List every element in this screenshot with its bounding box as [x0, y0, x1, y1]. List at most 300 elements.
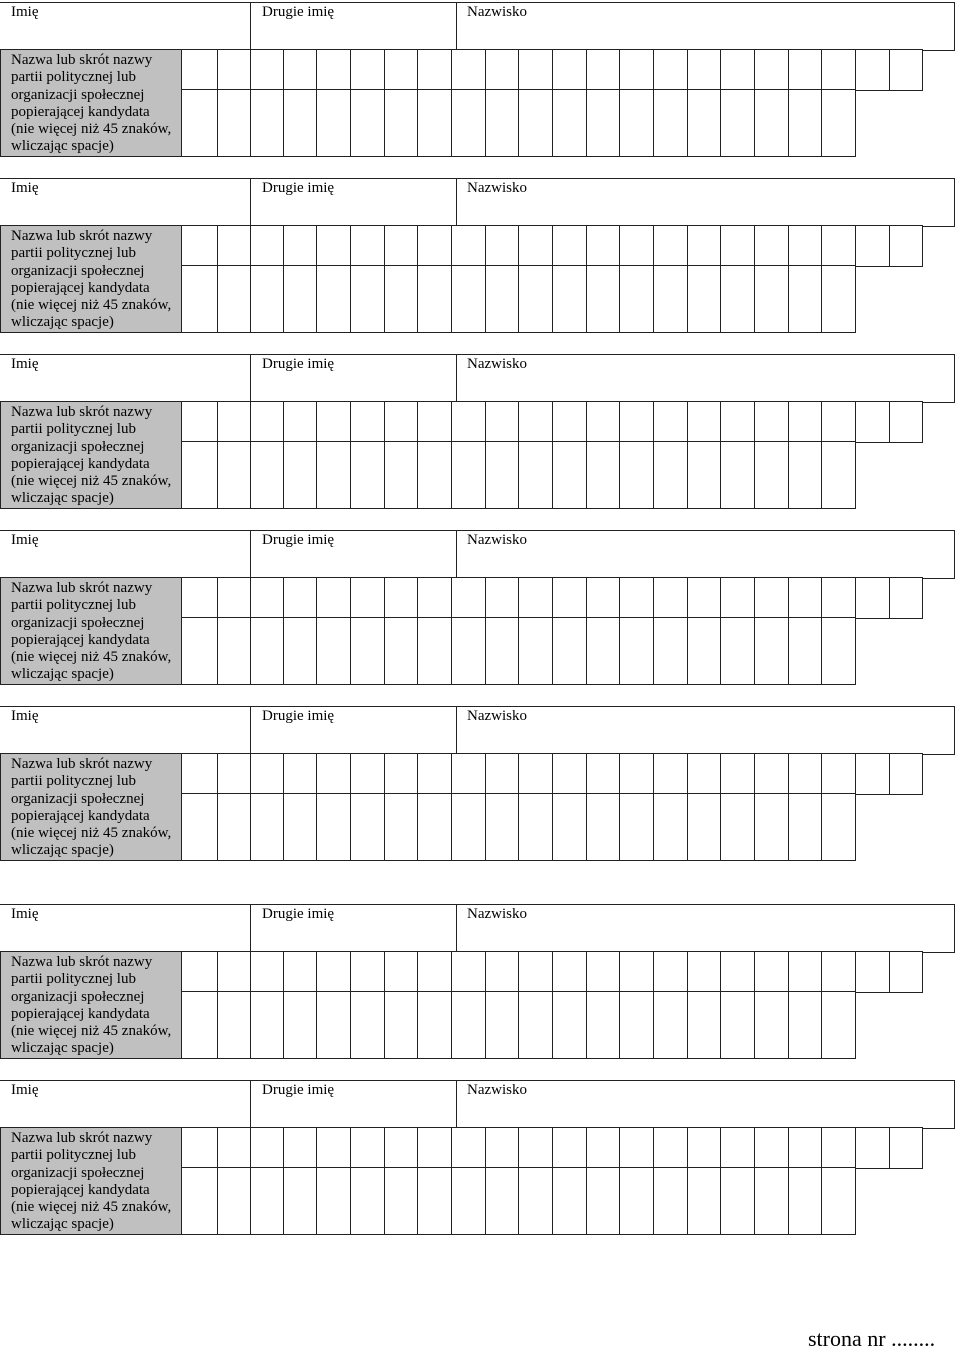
- party-char-cell[interactable]: [788, 49, 822, 91]
- party-char-cell[interactable]: [283, 793, 317, 861]
- party-char-cell[interactable]: [720, 617, 755, 685]
- party-char-cell[interactable]: [619, 265, 654, 333]
- party-char-cell[interactable]: [316, 49, 351, 91]
- party-char-cell[interactable]: [653, 1127, 688, 1169]
- party-char-cell[interactable]: [217, 577, 251, 619]
- party-char-cell[interactable]: [788, 753, 822, 795]
- last-name-field[interactable]: [456, 2, 955, 51]
- party-char-cell[interactable]: [619, 577, 654, 619]
- party-char-cell[interactable]: [316, 753, 351, 795]
- last-name-field[interactable]: [456, 530, 955, 579]
- party-char-cell[interactable]: [720, 401, 755, 443]
- party-char-cell[interactable]: [619, 225, 654, 267]
- party-char-cell[interactable]: [619, 1127, 654, 1169]
- party-char-cell[interactable]: [283, 991, 317, 1059]
- party-char-cell[interactable]: [821, 89, 856, 157]
- party-char-cell[interactable]: [417, 1167, 452, 1235]
- party-char-cell[interactable]: [283, 1167, 317, 1235]
- party-char-cell[interactable]: [417, 793, 452, 861]
- party-char-cell[interactable]: [350, 617, 385, 685]
- party-char-cell[interactable]: [417, 401, 452, 443]
- party-char-cell[interactable]: [653, 401, 688, 443]
- party-char-cell[interactable]: [552, 577, 587, 619]
- party-char-cell[interactable]: [250, 617, 284, 685]
- party-char-cell[interactable]: [889, 951, 923, 993]
- party-char-cell[interactable]: [552, 1127, 587, 1169]
- party-char-cell[interactable]: [552, 49, 587, 91]
- party-char-cell[interactable]: [250, 89, 284, 157]
- party-char-cell[interactable]: [720, 1127, 755, 1169]
- party-char-cell[interactable]: [250, 753, 284, 795]
- party-char-cell[interactable]: [250, 265, 284, 333]
- party-char-cell[interactable]: [283, 401, 317, 443]
- party-char-cell[interactable]: [586, 89, 620, 157]
- party-char-cell[interactable]: [384, 617, 418, 685]
- party-char-cell[interactable]: [788, 991, 822, 1059]
- party-char-cell[interactable]: [788, 401, 822, 443]
- party-char-cell[interactable]: [619, 89, 654, 157]
- party-char-cell[interactable]: [316, 951, 351, 993]
- party-char-cell[interactable]: [485, 951, 519, 993]
- party-char-cell[interactable]: [283, 577, 317, 619]
- party-char-cell[interactable]: [788, 89, 822, 157]
- party-char-cell[interactable]: [619, 441, 654, 509]
- party-char-cell[interactable]: [720, 49, 755, 91]
- party-char-cell[interactable]: [754, 1167, 789, 1235]
- last-name-field[interactable]: [456, 354, 955, 403]
- party-char-cell[interactable]: [552, 793, 587, 861]
- party-char-cell[interactable]: [485, 753, 519, 795]
- party-char-cell[interactable]: [889, 753, 923, 795]
- party-char-cell[interactable]: [451, 753, 486, 795]
- party-char-cell[interactable]: [384, 1127, 418, 1169]
- party-char-cell[interactable]: [181, 89, 218, 157]
- party-char-cell[interactable]: [889, 1127, 923, 1169]
- party-char-cell[interactable]: [720, 441, 755, 509]
- party-char-cell[interactable]: [518, 225, 553, 267]
- party-char-cell[interactable]: [316, 441, 351, 509]
- party-char-cell[interactable]: [181, 225, 218, 267]
- party-char-cell[interactable]: [821, 951, 856, 993]
- party-char-cell[interactable]: [687, 401, 721, 443]
- party-char-cell[interactable]: [181, 441, 218, 509]
- party-char-cell[interactable]: [350, 265, 385, 333]
- last-name-field[interactable]: [456, 904, 955, 953]
- party-char-cell[interactable]: [384, 265, 418, 333]
- party-char-cell[interactable]: [451, 793, 486, 861]
- party-char-cell[interactable]: [821, 1127, 856, 1169]
- party-char-cell[interactable]: [518, 1127, 553, 1169]
- party-char-cell[interactable]: [552, 617, 587, 685]
- party-char-cell[interactable]: [451, 951, 486, 993]
- party-char-cell[interactable]: [653, 89, 688, 157]
- party-char-cell[interactable]: [283, 225, 317, 267]
- party-char-cell[interactable]: [855, 225, 890, 267]
- party-char-cell[interactable]: [417, 49, 452, 91]
- party-char-cell[interactable]: [720, 753, 755, 795]
- party-char-cell[interactable]: [217, 617, 251, 685]
- party-char-cell[interactable]: [653, 793, 688, 861]
- party-char-cell[interactable]: [720, 793, 755, 861]
- party-char-cell[interactable]: [855, 401, 890, 443]
- party-char-cell[interactable]: [518, 793, 553, 861]
- party-char-cell[interactable]: [821, 49, 856, 91]
- party-char-cell[interactable]: [217, 753, 251, 795]
- party-char-cell[interactable]: [417, 577, 452, 619]
- party-char-cell[interactable]: [485, 441, 519, 509]
- party-char-cell[interactable]: [788, 617, 822, 685]
- party-char-cell[interactable]: [485, 89, 519, 157]
- party-char-cell[interactable]: [754, 577, 789, 619]
- last-name-field[interactable]: [456, 178, 955, 227]
- party-char-cell[interactable]: [181, 49, 218, 91]
- party-char-cell[interactable]: [181, 951, 218, 993]
- party-char-cell[interactable]: [283, 753, 317, 795]
- party-char-cell[interactable]: [788, 793, 822, 861]
- last-name-field[interactable]: [456, 1080, 955, 1129]
- party-char-cell[interactable]: [181, 991, 218, 1059]
- party-char-cell[interactable]: [518, 1167, 553, 1235]
- party-char-cell[interactable]: [619, 401, 654, 443]
- party-char-cell[interactable]: [316, 991, 351, 1059]
- party-char-cell[interactable]: [586, 441, 620, 509]
- party-char-cell[interactable]: [451, 441, 486, 509]
- party-char-cell[interactable]: [687, 951, 721, 993]
- party-char-cell[interactable]: [552, 401, 587, 443]
- last-name-field[interactable]: [456, 706, 955, 755]
- party-char-cell[interactable]: [552, 991, 587, 1059]
- party-char-cell[interactable]: [653, 265, 688, 333]
- party-char-cell[interactable]: [754, 991, 789, 1059]
- party-char-cell[interactable]: [586, 225, 620, 267]
- party-char-cell[interactable]: [384, 89, 418, 157]
- party-char-cell[interactable]: [518, 753, 553, 795]
- party-char-cell[interactable]: [687, 225, 721, 267]
- party-char-cell[interactable]: [788, 265, 822, 333]
- party-char-cell[interactable]: [384, 49, 418, 91]
- party-char-cell[interactable]: [754, 793, 789, 861]
- party-char-cell[interactable]: [687, 1167, 721, 1235]
- party-char-cell[interactable]: [754, 49, 789, 91]
- party-char-cell[interactable]: [485, 1167, 519, 1235]
- party-char-cell[interactable]: [316, 225, 351, 267]
- party-char-cell[interactable]: [552, 225, 587, 267]
- party-char-cell[interactable]: [855, 951, 890, 993]
- party-char-cell[interactable]: [451, 617, 486, 685]
- party-char-cell[interactable]: [687, 617, 721, 685]
- party-char-cell[interactable]: [316, 265, 351, 333]
- party-char-cell[interactable]: [586, 577, 620, 619]
- party-char-cell[interactable]: [653, 225, 688, 267]
- party-char-cell[interactable]: [316, 793, 351, 861]
- party-char-cell[interactable]: [417, 441, 452, 509]
- party-char-cell[interactable]: [518, 49, 553, 91]
- party-char-cell[interactable]: [485, 265, 519, 333]
- party-char-cell[interactable]: [788, 441, 822, 509]
- party-char-cell[interactable]: [250, 991, 284, 1059]
- party-char-cell[interactable]: [451, 577, 486, 619]
- party-char-cell[interactable]: [586, 753, 620, 795]
- party-char-cell[interactable]: [788, 577, 822, 619]
- party-char-cell[interactable]: [586, 991, 620, 1059]
- party-char-cell[interactable]: [687, 991, 721, 1059]
- party-char-cell[interactable]: [720, 89, 755, 157]
- party-char-cell[interactable]: [552, 951, 587, 993]
- party-char-cell[interactable]: [619, 753, 654, 795]
- party-char-cell[interactable]: [653, 951, 688, 993]
- party-char-cell[interactable]: [619, 793, 654, 861]
- party-char-cell[interactable]: [485, 793, 519, 861]
- party-char-cell[interactable]: [384, 793, 418, 861]
- party-char-cell[interactable]: [250, 225, 284, 267]
- party-char-cell[interactable]: [687, 265, 721, 333]
- party-char-cell[interactable]: [653, 991, 688, 1059]
- party-char-cell[interactable]: [821, 265, 856, 333]
- party-char-cell[interactable]: [485, 401, 519, 443]
- party-char-cell[interactable]: [619, 1167, 654, 1235]
- party-char-cell[interactable]: [283, 617, 317, 685]
- party-char-cell[interactable]: [485, 225, 519, 267]
- party-char-cell[interactable]: [619, 951, 654, 993]
- party-char-cell[interactable]: [586, 401, 620, 443]
- party-char-cell[interactable]: [619, 617, 654, 685]
- party-char-cell[interactable]: [552, 89, 587, 157]
- party-char-cell[interactable]: [350, 89, 385, 157]
- party-char-cell[interactable]: [316, 1127, 351, 1169]
- party-char-cell[interactable]: [653, 49, 688, 91]
- party-char-cell[interactable]: [217, 991, 251, 1059]
- party-char-cell[interactable]: [687, 89, 721, 157]
- party-char-cell[interactable]: [283, 89, 317, 157]
- party-char-cell[interactable]: [586, 49, 620, 91]
- party-char-cell[interactable]: [518, 401, 553, 443]
- party-char-cell[interactable]: [518, 441, 553, 509]
- party-char-cell[interactable]: [586, 1167, 620, 1235]
- party-char-cell[interactable]: [720, 225, 755, 267]
- party-char-cell[interactable]: [485, 617, 519, 685]
- party-char-cell[interactable]: [250, 577, 284, 619]
- party-char-cell[interactable]: [316, 401, 351, 443]
- party-char-cell[interactable]: [181, 1127, 218, 1169]
- party-char-cell[interactable]: [451, 265, 486, 333]
- party-char-cell[interactable]: [384, 991, 418, 1059]
- party-char-cell[interactable]: [451, 1127, 486, 1169]
- party-char-cell[interactable]: [485, 577, 519, 619]
- party-char-cell[interactable]: [653, 617, 688, 685]
- party-char-cell[interactable]: [552, 441, 587, 509]
- party-char-cell[interactable]: [855, 1127, 890, 1169]
- party-char-cell[interactable]: [586, 793, 620, 861]
- party-char-cell[interactable]: [217, 265, 251, 333]
- party-char-cell[interactable]: [350, 49, 385, 91]
- party-char-cell[interactable]: [821, 577, 856, 619]
- party-char-cell[interactable]: [181, 577, 218, 619]
- party-char-cell[interactable]: [384, 951, 418, 993]
- party-char-cell[interactable]: [720, 1167, 755, 1235]
- party-char-cell[interactable]: [754, 1127, 789, 1169]
- party-char-cell[interactable]: [417, 617, 452, 685]
- party-char-cell[interactable]: [821, 991, 856, 1059]
- party-char-cell[interactable]: [181, 753, 218, 795]
- party-char-cell[interactable]: [619, 991, 654, 1059]
- party-char-cell[interactable]: [754, 753, 789, 795]
- party-char-cell[interactable]: [283, 265, 317, 333]
- party-char-cell[interactable]: [889, 225, 923, 267]
- party-char-cell[interactable]: [283, 49, 317, 91]
- party-char-cell[interactable]: [687, 793, 721, 861]
- party-char-cell[interactable]: [417, 951, 452, 993]
- party-char-cell[interactable]: [350, 1127, 385, 1169]
- party-char-cell[interactable]: [217, 401, 251, 443]
- party-char-cell[interactable]: [485, 991, 519, 1059]
- party-char-cell[interactable]: [217, 1127, 251, 1169]
- party-char-cell[interactable]: [217, 441, 251, 509]
- party-char-cell[interactable]: [485, 1127, 519, 1169]
- party-char-cell[interactable]: [283, 1127, 317, 1169]
- party-char-cell[interactable]: [518, 265, 553, 333]
- party-char-cell[interactable]: [586, 265, 620, 333]
- party-char-cell[interactable]: [350, 793, 385, 861]
- party-char-cell[interactable]: [316, 617, 351, 685]
- party-char-cell[interactable]: [181, 265, 218, 333]
- party-char-cell[interactable]: [653, 577, 688, 619]
- party-char-cell[interactable]: [619, 49, 654, 91]
- party-char-cell[interactable]: [250, 1167, 284, 1235]
- party-char-cell[interactable]: [217, 89, 251, 157]
- party-char-cell[interactable]: [518, 991, 553, 1059]
- party-char-cell[interactable]: [485, 49, 519, 91]
- party-char-cell[interactable]: [217, 793, 251, 861]
- party-char-cell[interactable]: [754, 265, 789, 333]
- party-char-cell[interactable]: [250, 401, 284, 443]
- party-char-cell[interactable]: [821, 441, 856, 509]
- party-char-cell[interactable]: [283, 951, 317, 993]
- party-char-cell[interactable]: [518, 617, 553, 685]
- party-char-cell[interactable]: [350, 441, 385, 509]
- party-char-cell[interactable]: [350, 1167, 385, 1235]
- party-char-cell[interactable]: [217, 49, 251, 91]
- party-char-cell[interactable]: [586, 617, 620, 685]
- party-char-cell[interactable]: [855, 753, 890, 795]
- party-char-cell[interactable]: [788, 951, 822, 993]
- party-char-cell[interactable]: [217, 225, 251, 267]
- party-char-cell[interactable]: [181, 1167, 218, 1235]
- party-char-cell[interactable]: [821, 1167, 856, 1235]
- party-char-cell[interactable]: [788, 1167, 822, 1235]
- party-char-cell[interactable]: [754, 89, 789, 157]
- party-char-cell[interactable]: [821, 793, 856, 861]
- party-char-cell[interactable]: [451, 89, 486, 157]
- party-char-cell[interactable]: [451, 49, 486, 91]
- party-char-cell[interactable]: [451, 1167, 486, 1235]
- party-char-cell[interactable]: [417, 753, 452, 795]
- party-char-cell[interactable]: [350, 225, 385, 267]
- party-char-cell[interactable]: [586, 951, 620, 993]
- party-char-cell[interactable]: [821, 617, 856, 685]
- party-char-cell[interactable]: [754, 441, 789, 509]
- party-char-cell[interactable]: [720, 577, 755, 619]
- party-char-cell[interactable]: [754, 617, 789, 685]
- party-char-cell[interactable]: [687, 753, 721, 795]
- party-char-cell[interactable]: [653, 1167, 688, 1235]
- party-char-cell[interactable]: [417, 265, 452, 333]
- party-char-cell[interactable]: [720, 991, 755, 1059]
- party-char-cell[interactable]: [687, 441, 721, 509]
- party-char-cell[interactable]: [250, 441, 284, 509]
- party-char-cell[interactable]: [283, 441, 317, 509]
- party-char-cell[interactable]: [754, 401, 789, 443]
- party-char-cell[interactable]: [855, 577, 890, 619]
- party-char-cell[interactable]: [181, 793, 218, 861]
- party-char-cell[interactable]: [417, 225, 452, 267]
- party-char-cell[interactable]: [518, 951, 553, 993]
- party-char-cell[interactable]: [518, 577, 553, 619]
- party-char-cell[interactable]: [217, 951, 251, 993]
- party-char-cell[interactable]: [250, 951, 284, 993]
- party-char-cell[interactable]: [451, 401, 486, 443]
- party-char-cell[interactable]: [687, 577, 721, 619]
- party-char-cell[interactable]: [217, 1167, 251, 1235]
- party-char-cell[interactable]: [384, 577, 418, 619]
- party-char-cell[interactable]: [316, 1167, 351, 1235]
- party-char-cell[interactable]: [720, 951, 755, 993]
- party-char-cell[interactable]: [586, 1127, 620, 1169]
- party-char-cell[interactable]: [451, 991, 486, 1059]
- party-char-cell[interactable]: [417, 991, 452, 1059]
- party-char-cell[interactable]: [417, 1127, 452, 1169]
- party-char-cell[interactable]: [250, 49, 284, 91]
- party-char-cell[interactable]: [316, 89, 351, 157]
- party-char-cell[interactable]: [384, 225, 418, 267]
- party-char-cell[interactable]: [653, 753, 688, 795]
- party-char-cell[interactable]: [653, 441, 688, 509]
- party-char-cell[interactable]: [518, 89, 553, 157]
- party-char-cell[interactable]: [788, 1127, 822, 1169]
- party-char-cell[interactable]: [889, 401, 923, 443]
- party-char-cell[interactable]: [350, 753, 385, 795]
- party-char-cell[interactable]: [552, 753, 587, 795]
- party-char-cell[interactable]: [316, 577, 351, 619]
- party-char-cell[interactable]: [384, 441, 418, 509]
- party-char-cell[interactable]: [720, 265, 755, 333]
- party-char-cell[interactable]: [384, 753, 418, 795]
- party-char-cell[interactable]: [350, 951, 385, 993]
- party-char-cell[interactable]: [350, 577, 385, 619]
- party-char-cell[interactable]: [250, 793, 284, 861]
- party-char-cell[interactable]: [384, 1167, 418, 1235]
- party-char-cell[interactable]: [821, 753, 856, 795]
- party-char-cell[interactable]: [552, 265, 587, 333]
- party-char-cell[interactable]: [754, 951, 789, 993]
- party-char-cell[interactable]: [889, 577, 923, 619]
- party-char-cell[interactable]: [821, 401, 856, 443]
- party-char-cell[interactable]: [350, 991, 385, 1059]
- party-char-cell[interactable]: [552, 1167, 587, 1235]
- party-char-cell[interactable]: [181, 617, 218, 685]
- party-char-cell[interactable]: [451, 225, 486, 267]
- party-char-cell[interactable]: [687, 1127, 721, 1169]
- party-char-cell[interactable]: [384, 401, 418, 443]
- party-char-cell[interactable]: [350, 401, 385, 443]
- party-char-cell[interactable]: [855, 49, 890, 91]
- party-char-cell[interactable]: [181, 401, 218, 443]
- party-char-cell[interactable]: [788, 225, 822, 267]
- party-char-cell[interactable]: [754, 225, 789, 267]
- party-char-cell[interactable]: [417, 89, 452, 157]
- party-char-cell[interactable]: [250, 1127, 284, 1169]
- party-char-cell[interactable]: [889, 49, 923, 91]
- party-char-cell[interactable]: [687, 49, 721, 91]
